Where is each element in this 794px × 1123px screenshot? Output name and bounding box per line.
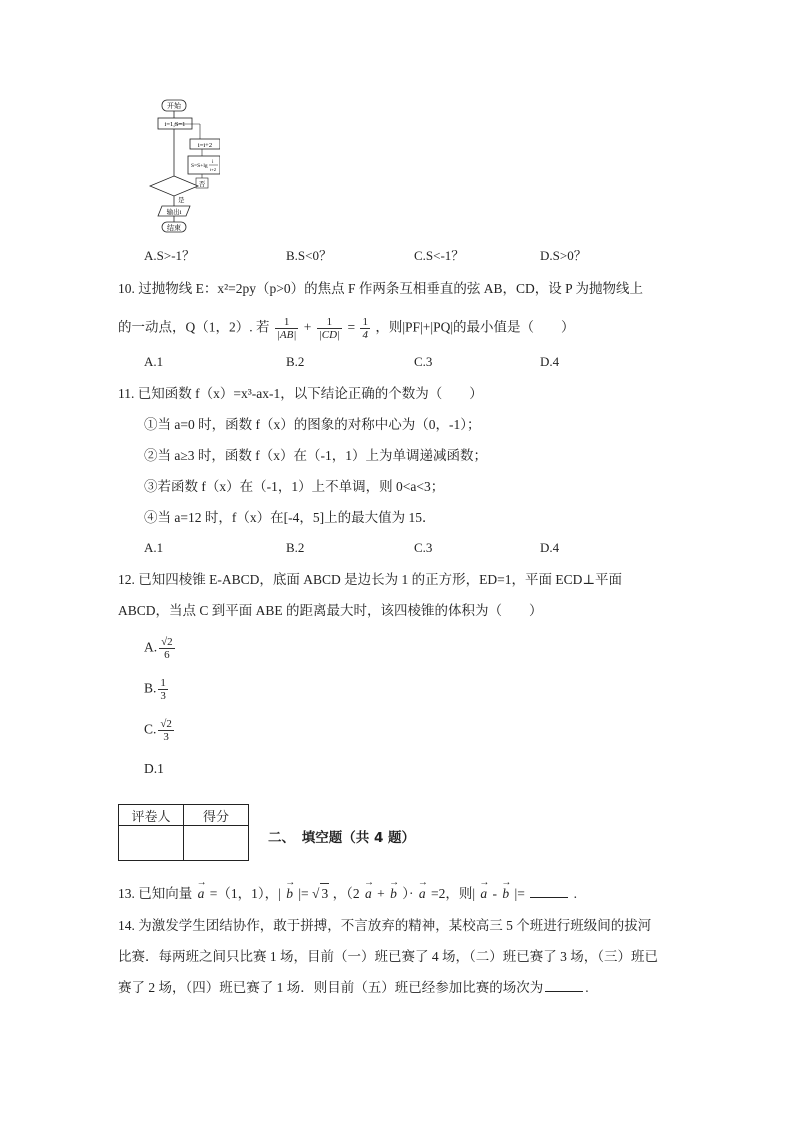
- q11-option-d: D.4: [540, 540, 560, 555]
- score-table-reviewer: 评卷人: [119, 805, 184, 826]
- vector-a-4: → a: [480, 878, 487, 904]
- flow-no-label: 否: [198, 181, 206, 188]
- q12-option-a: A. $\frac{√2}{6}$: [144, 636, 173, 661]
- q10-option-c: C.3: [414, 354, 433, 369]
- q10-option-b: B.2: [286, 354, 305, 369]
- q9-option-c: C.S<-1？: [414, 248, 465, 263]
- q11-stem: 11. 已知函数 f（x）=x³-ax-1，以下结论正确的个数为（ ）: [118, 386, 483, 401]
- q14-line3: 赛了 2 场，（四）班已赛了 1 场．则目前（五）班已经参加比赛的场次为 .: [118, 980, 589, 995]
- section-2-title: 二、 填空题（共 4 题）: [268, 830, 416, 846]
- score-table-score: 得分: [184, 805, 249, 826]
- q10-frac2: $\frac{1}{|CD|}$: [318, 316, 341, 341]
- q9-option-d: D.S>0？: [540, 248, 587, 263]
- q10-frac1: $\frac{1}{|AB|}$: [276, 316, 297, 341]
- flow-condition-diamond: [150, 176, 198, 196]
- flow-start-text: 开始: [167, 102, 181, 110]
- q10-line2-b: ，则|PF|+|PQ|的最小值是（ ）: [375, 319, 575, 335]
- flow-output-text: 输出i: [166, 209, 182, 216]
- flow-update-s-num: i: [212, 160, 214, 165]
- q12-option-b: B. $\frac{1}{3}$: [144, 677, 166, 702]
- q11-option-c: C.3: [414, 540, 433, 555]
- q10-option-a: A.1: [144, 354, 164, 369]
- q10-line2: [118, 316, 575, 341]
- q9-option-b: B.S<0？: [286, 248, 332, 263]
- q11-option-b: B.2: [286, 540, 305, 555]
- q12-line1: 12. 已知四棱锥 E-ABCD，底面 ABCD 是边长为 1 的正方形，ED=1，平面 ECD⊥平面: [118, 572, 623, 587]
- vector-a-3: → a: [419, 878, 426, 904]
- flow-update-s-text: S=S+lg: [191, 163, 208, 169]
- q11-item-2: ②当 a≥3 时，函数 f（x）在（-1，1）上为单调递减函数；: [144, 448, 488, 463]
- q12-option-c: C. $\frac{√2}{3}$: [144, 718, 172, 743]
- flow-yes-label: 是: [178, 197, 185, 204]
- q14-line2: 比赛．每两班之间只比赛 1 场，目前（一）班已赛了 4 场，（二）班已赛了 3 场，（三）班已: [118, 949, 658, 964]
- flow-end-text: 结束: [167, 224, 181, 232]
- vector-b: → b: [286, 878, 293, 904]
- flow-update-s-den: i+2: [210, 167, 217, 172]
- q14-line1: 14. 为激发学生团结协作，敢于拼搏，不言放弃的精神，某校高三 5 个班进行班级间的拔河: [118, 918, 652, 933]
- q14-answer-blank[interactable]: [545, 979, 583, 992]
- q13-answer-blank[interactable]: [530, 885, 568, 898]
- flow-update-i-text: i=i+2: [197, 142, 213, 149]
- flow-init-text: i=1,S=1: [164, 121, 186, 128]
- q11-item-1: ①当 a=0 时，函数 f（x）的图象的对称中心为（0，-1）；: [144, 417, 481, 432]
- q10-option-d: D.4: [540, 354, 560, 369]
- sqrt-3: 3: [320, 883, 329, 904]
- score-table: [118, 804, 249, 861]
- q11-item-4: ④当 a=12 时，f（x）在[-4，5]上的最大值为 15．: [144, 510, 436, 525]
- q12-line2: ABCD，当点 C 到平面 ABE 的距离最大时，该四棱锥的体积为（ ）: [118, 603, 543, 618]
- q10-line1: 10. 过抛物线 E：x²=2py（p>0）的焦点 F 作两条互相垂直的弦 AB，CD，设 P 为抛物线上: [118, 281, 644, 296]
- score-table-reviewer-cell: [119, 826, 184, 861]
- q10-frac3: $\frac{1}{4}$: [362, 316, 368, 341]
- vector-b-3: → b: [502, 878, 509, 904]
- flowchart: [140, 94, 220, 240]
- q12-option-d: D.1: [144, 761, 164, 776]
- q10-line2-a: 的一动点，Q（1，2）. 若: [118, 319, 270, 335]
- q13-line: 13. 已知向量 → a =（1，1），| → b |= √ 3 ，（2 → a + → b ）· → a =2，则| → a - → b |= .: [118, 878, 577, 904]
- q11-item-3: ③若函数 f（x）在（-1，1）上不单调，则 0<a<3；: [144, 479, 445, 494]
- score-table-score-cell: [184, 826, 249, 861]
- vector-a-2: → a: [365, 878, 372, 904]
- vector-a: → a: [198, 878, 205, 904]
- q11-option-a: A.1: [144, 540, 164, 555]
- q10-eq: =: [347, 319, 356, 335]
- q10-plus: +: [303, 319, 312, 335]
- vector-b-2: → b: [390, 878, 397, 904]
- q9-option-a: A.S>-1？: [144, 248, 196, 263]
